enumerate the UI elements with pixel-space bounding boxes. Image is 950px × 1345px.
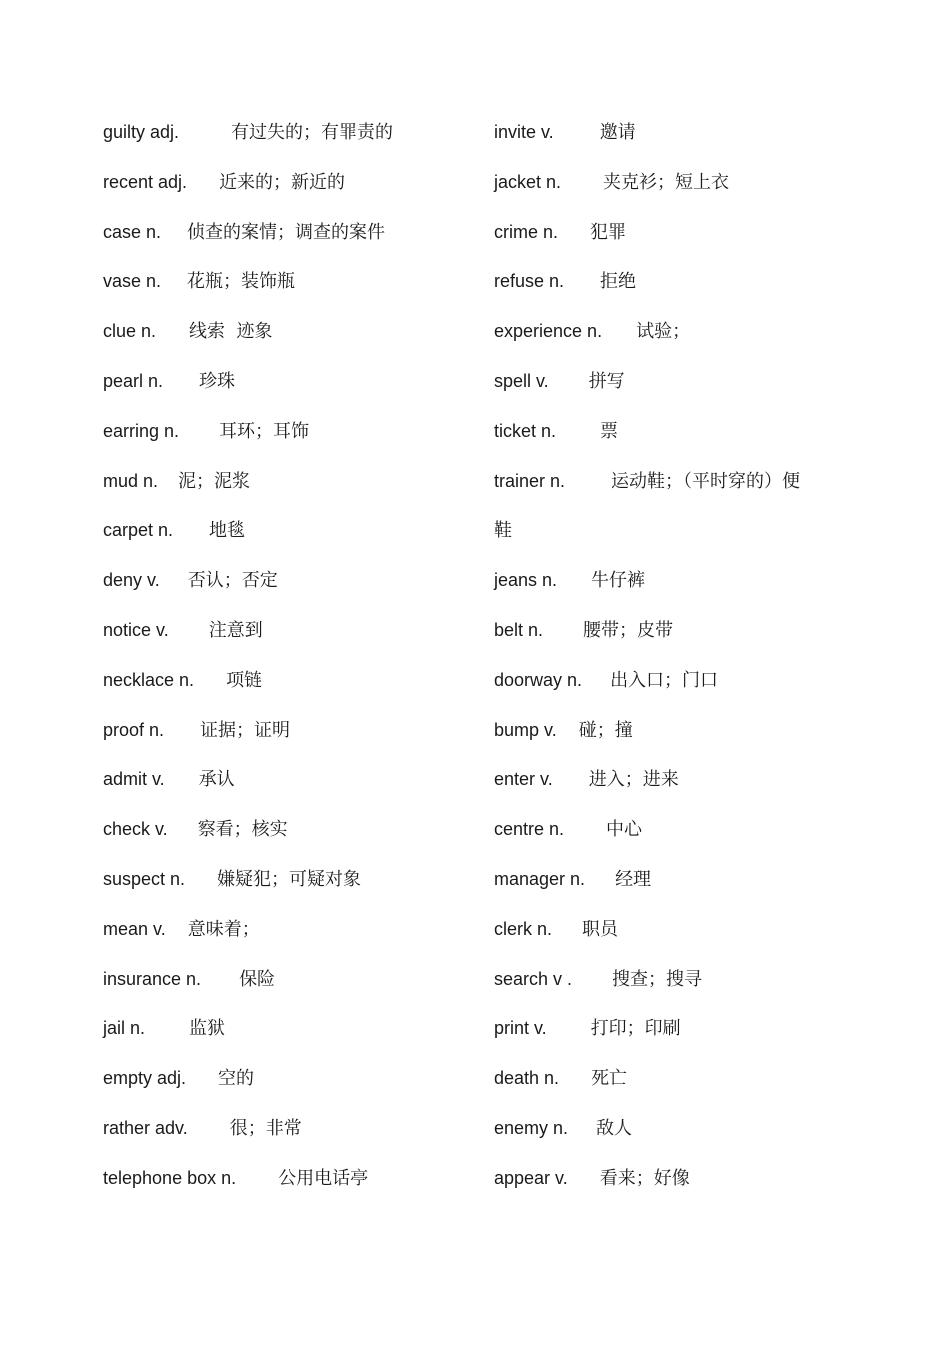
english-word: carpet n. (103, 520, 174, 541)
vocab-entry (103, 660, 473, 710)
vocab-entry (103, 1058, 473, 1108)
english-word: vase n. (103, 271, 162, 292)
english-word: empty adj. (103, 1068, 187, 1089)
chinese-meaning: 保险 (239, 968, 276, 990)
chinese-meaning: 公用电话亭 (278, 1167, 369, 1189)
english-word: case n. (103, 221, 162, 242)
chinese-meaning: 邀请 (599, 122, 636, 143)
chinese-meaning: 碰；撞 (578, 719, 633, 741)
vocab-entry (103, 461, 473, 511)
english-word: experience n. (494, 321, 603, 342)
chinese-meaning: 珍珠 (199, 370, 236, 392)
chinese-meaning: 进入；进来 (588, 769, 679, 791)
chinese-meaning: 项链 (226, 669, 263, 691)
vocab-entry (494, 1008, 844, 1058)
english-word: invite v. (494, 122, 554, 142)
english-word: rather adv. (103, 1117, 188, 1138)
english-word: earring n. (103, 420, 180, 441)
english-word: refuse n. (494, 271, 565, 292)
chinese-meaning: 运动鞋；（平时穿的）便 (611, 470, 801, 492)
chinese-meaning: 证据；证明 (200, 719, 291, 741)
vocab-entry (494, 1158, 844, 1208)
chinese-meaning: 试验； (636, 321, 691, 343)
vocab-entry (103, 212, 473, 262)
vocab-entry (494, 959, 844, 1009)
english-word: admit v. (103, 769, 165, 790)
chinese-meaning: 注意到 (208, 619, 263, 641)
vocab-entry (103, 560, 473, 610)
vocab-entry (494, 560, 844, 610)
chinese-meaning: 中心 (606, 819, 643, 841)
english-word: jeans n. (494, 570, 558, 591)
chinese-meaning: 线索 迹象 (189, 321, 273, 343)
chinese-meaning: 搜查；搜寻 (612, 968, 703, 990)
chinese-meaning: 犯罪 (590, 221, 627, 243)
vocab-entry (494, 1058, 844, 1108)
vocab-entry (494, 212, 844, 262)
chinese-meaning: 鞋 (494, 520, 512, 542)
english-word: manager n. (494, 868, 586, 889)
english-word: trainer n. (494, 470, 566, 491)
chinese-meaning: 有过失的；有罪责的 (231, 122, 394, 143)
vocab-entry (494, 859, 844, 909)
vocab-entry (103, 809, 473, 859)
vocab-entry (103, 610, 473, 660)
chinese-meaning: 死亡 (591, 1068, 628, 1090)
chinese-meaning: 承认 (198, 769, 235, 791)
vocab-entry (494, 510, 844, 560)
vocab-entry (494, 759, 844, 809)
vocab-entry (494, 610, 844, 660)
vocab-entry (103, 710, 473, 760)
vocab-entry (494, 112, 844, 162)
vocab-entry (103, 162, 473, 212)
chinese-meaning: 职员 (582, 918, 619, 940)
english-word: bump v. (494, 719, 557, 740)
vocab-entry (494, 809, 844, 859)
english-word: insurance n. (103, 968, 202, 989)
right-vocabulary-column (494, 112, 844, 1208)
english-word: belt n. (494, 619, 544, 640)
vocab-entry (103, 1158, 473, 1208)
english-word: guilty adj. (103, 122, 180, 142)
chinese-meaning: 地毯 (209, 520, 246, 542)
chinese-meaning: 票 (600, 420, 619, 442)
chinese-meaning: 很；非常 (229, 1117, 302, 1139)
english-word: ticket n. (494, 420, 557, 441)
english-word: clue n. (103, 321, 157, 342)
chinese-meaning: 敌人 (596, 1117, 633, 1139)
english-word: suspect n. (103, 868, 186, 889)
english-word: crime n. (494, 221, 559, 242)
chinese-meaning: 拼写 (588, 370, 625, 392)
vocab-entry (494, 909, 844, 959)
vocab-entry (103, 959, 473, 1009)
chinese-meaning: 嫌疑犯；可疑对象 (217, 868, 362, 890)
vocab-entry (103, 1008, 473, 1058)
english-word: mud n. (103, 470, 159, 491)
english-word: print v. (494, 1018, 547, 1039)
chinese-meaning: 打印；印刷 (590, 1018, 681, 1040)
chinese-meaning: 侦查的案情；调查的案件 (187, 221, 386, 243)
vocab-entry (103, 909, 473, 959)
chinese-meaning: 花瓶；装饰瓶 (187, 271, 296, 293)
english-word: enemy n. (494, 1117, 569, 1138)
vocab-entry (103, 311, 473, 361)
vocab-entry (103, 261, 473, 311)
vocab-entry (103, 510, 473, 560)
english-word: spell v. (494, 370, 549, 391)
chinese-meaning: 夹克衫；短上衣 (603, 171, 730, 193)
chinese-meaning: 拒绝 (600, 271, 637, 293)
vocab-entry (494, 361, 844, 411)
english-word: check v. (103, 819, 168, 840)
chinese-meaning: 牛仔裤 (591, 570, 646, 592)
english-word: clerk n. (494, 918, 553, 939)
vocab-entry (494, 261, 844, 311)
english-word: telephone box n. (103, 1167, 237, 1188)
vocab-entry (494, 411, 844, 461)
english-word: deny v. (103, 570, 160, 591)
english-word: jacket n. (494, 171, 562, 192)
vocab-entry (494, 162, 844, 212)
vocab-entry (103, 859, 473, 909)
chinese-meaning: 否认；否定 (187, 570, 278, 592)
vocab-entry (494, 311, 844, 361)
english-word: search v . (494, 968, 573, 989)
chinese-meaning: 腰带；皮带 (583, 619, 674, 641)
english-word: jail n. (103, 1018, 146, 1039)
chinese-meaning: 监狱 (189, 1018, 226, 1040)
vocab-entry (103, 112, 473, 162)
vocab-entry (494, 660, 844, 710)
vocab-entry (103, 759, 473, 809)
chinese-meaning: 意味着； (187, 918, 260, 940)
english-word: necklace n. (103, 669, 195, 690)
chinese-meaning: 空的 (218, 1068, 255, 1090)
chinese-meaning: 耳环；耳饰 (219, 420, 310, 442)
vocab-entry (494, 461, 844, 511)
english-word: doorway n. (494, 669, 583, 690)
english-word: notice v. (103, 619, 169, 640)
chinese-meaning: 察看；核实 (197, 819, 288, 841)
english-word: proof n. (103, 719, 165, 740)
english-word: mean v. (103, 918, 166, 939)
chinese-meaning: 看来；好像 (599, 1167, 690, 1189)
english-word: pearl n. (103, 370, 164, 391)
vocab-entry (494, 710, 844, 760)
left-vocabulary-column (103, 112, 473, 1208)
english-word: death n. (494, 1068, 560, 1089)
english-word: appear v. (494, 1167, 568, 1188)
vocab-entry (103, 411, 473, 461)
english-word: recent adj. (103, 171, 188, 192)
chinese-meaning: 出入口；门口 (610, 669, 719, 691)
english-word: centre n. (494, 819, 565, 840)
vocab-entry (103, 361, 473, 411)
chinese-meaning: 近来的；新近的 (219, 171, 346, 193)
vocab-entry (494, 1108, 844, 1158)
vocab-entry (103, 1108, 473, 1158)
chinese-meaning: 泥；泥浆 (178, 470, 251, 492)
english-word: enter v. (494, 769, 553, 790)
chinese-meaning: 经理 (615, 868, 652, 890)
